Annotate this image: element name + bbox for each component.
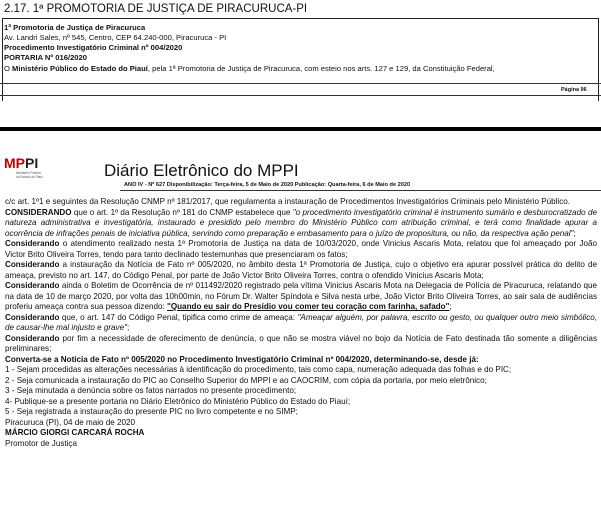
paragraph: Considerando o atendimento realizado nesta 1ª Promotoria de Justiça na data de 10/03/2020, onde Vinicius Ascaris Mota, relatou que foi ameaçado por João Victor Brito Oliveira Torres, tendo para tanto declinado testemunhas que presenciaram os fatos; <box>5 239 597 259</box>
list-item: 2 - Seja comunicada a instauração do PIC ao Conselho Superior do MPPI e ao CAOCRIM, com cópia da portaria, por meio eletrônico; <box>5 375 487 385</box>
list-item: 3 - Seja minutada a denúncia sobre os fatos narrados no presente procedimento; <box>5 386 297 395</box>
paragraph: Considerando que, o art. 147 do Código Penal, tipifica como crime de ameaça: "Ameaçar alguém, por palavra, escrito ou gesto, ou qualquer outro meio simbólico, de causar-lhe mal injusto e grave"; <box>5 312 597 332</box>
resolution-line: Converta-se a Notícia de Fato nº 005/2020 no Procedimento Investigatório Criminal nº 004/2020, determinando-se, desde já: <box>5 354 479 364</box>
site-title: Diário Eletrônico do MPPI <box>104 161 299 180</box>
meta-divider <box>120 190 601 191</box>
divider <box>0 83 601 84</box>
paragraph: Considerando por fim a necessidade de oferecimento de denúncia, o que não se mostra viável no bojo da Notícia de Fato destinada tão somente a diligências preliminares; <box>5 333 597 353</box>
signer-name: MÁRCIO GIORGI CARCARÁ ROCHA <box>5 428 145 437</box>
paragraph: Considerando a instauração da Notícia de Fato nº 005/2020, no âmbito desta 1ª Promotoria de Justiça, cujo o objetivo era apurar possível prática do delito de ameaça, previsto no art. 147, do Código Penal, por parte de João Victor Brito Oliveira Torres, contra o ofendido Vinicius Ascaris Mota; <box>5 260 597 280</box>
signer-role: Promotor de Justiça <box>5 438 77 448</box>
divider <box>0 95 601 96</box>
office-name: 1ª Promotoria de Justiça de Piracuruca <box>4 23 146 32</box>
section-title: 2.17. 1ª PROMOTORIA DE JUSTIÇA DE PIRACURUCA-PI <box>4 3 308 15</box>
page-number: Página 96 <box>561 87 587 93</box>
place-date: Piracuruca (PI), 04 de maio de 2020 <box>5 417 136 427</box>
mppi-logo: MPPI Ministério Público do Estado do Piauí <box>4 155 43 179</box>
edition-meta: ANO IV - Nº 627 Disponibilização: Terça-feira, 5 de Maio de 2020 Publicação: Quarta-feira, 6 de Maio de 2020 <box>124 182 411 188</box>
office-address: Av. Landri Sales, nº 545, Centro, CEP 64.240-000, Piracuruca - PI <box>4 33 227 42</box>
document-body <box>5 197 597 449</box>
list-item: 4- Publique-se a presente portaria no Diário Eletrônico do Ministério Público do Estado do Piauí; <box>5 396 351 406</box>
list-item: 5 - Seja registrada a instauração do presente PIC no livro competente e no SIMP; <box>5 407 298 416</box>
portaria-number: PORTARIA Nº 016/2020 <box>4 53 87 62</box>
list-item: 1 - Sejam procedidas as alterações necessárias à identificação do procedimento, tais como capa, numeração adequada das folhas e do PIC; <box>5 365 512 374</box>
procedure-title: Procedimento Investigatório Criminal nº 004/2020 <box>4 43 183 52</box>
paragraph: CONSIDERANDO que o art. 1º da Resolução nº 181 do CNMP estabelece que "o procedimento investigatório criminal é instrumento sumário e desburocratizado de natureza administrativa e investigatória, instaurado e presidido pelo membro do Ministério Público com atribuição criminal, e terá como finalidade apurar a ocorrência de infrações penais de iniciativa pública, servindo como preparação e embasamento para o juízo de propositura, ou não, da respectiva ação penal"; <box>5 207 597 238</box>
page-break-bar <box>0 127 601 131</box>
intro-line: O Ministério Público do Estado do Piauí, pela 1ª Promotoria de Justiça de Piracuruca, com esteio nos arts. 127 e 129, da Constituição Federal, <box>4 64 495 73</box>
paragraph: c/c art. 1º1 e seguintes da Resolução CNMP nº 181/2017, que regulamenta a instauração de Procedimentos Investigatórios Criminais pelo Ministério Público. <box>5 197 570 206</box>
paragraph: Considerando ainda o Boletim de Ocorrência de nº 011492/2020 registrado pela vítima Vinicius Ascaris Mota na Delegacia de Polícia de Piracuruca, relatando que na data de 10 de março 2020, por volta das 10h00min, no Fórum Dr. Walter Spíndola e Silva nesta urbe, João Victor Brito Oliveira Torres, ao sair sala de audiências proferiu ameaça contra sua pessoa dizendo: "Quando eu sair do Presídio vou comer teu coração com farinha, safado"; <box>5 281 597 311</box>
